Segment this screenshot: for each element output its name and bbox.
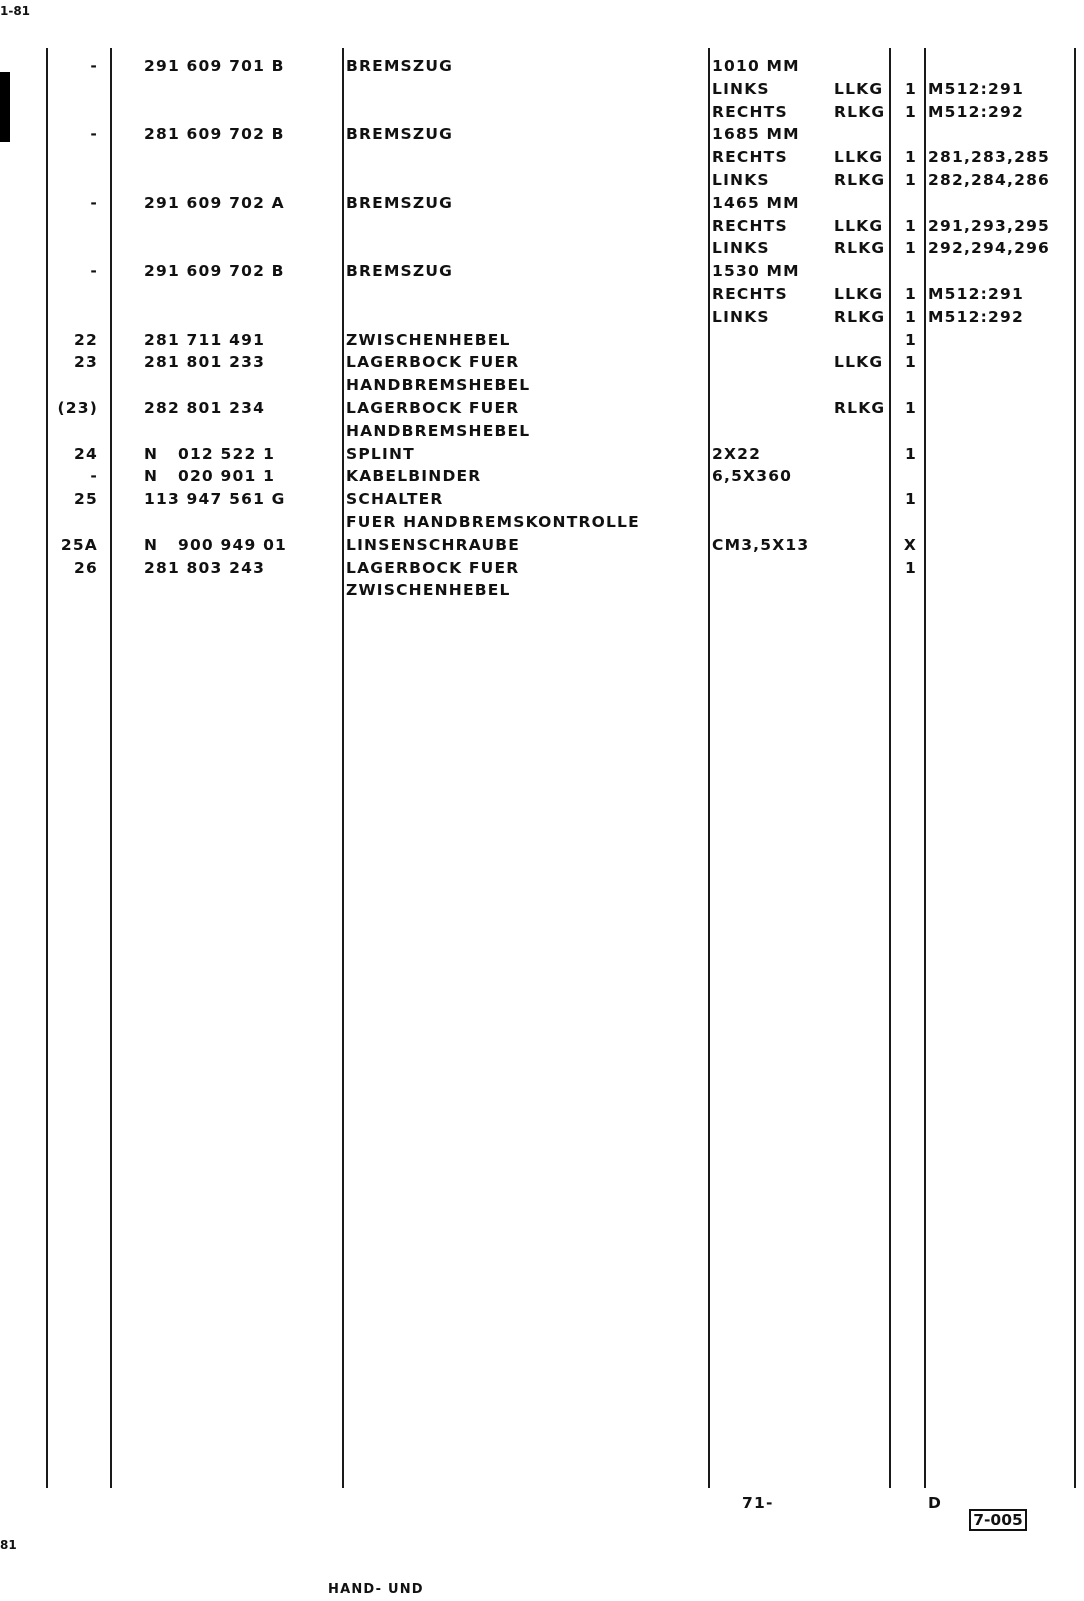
quantity-cell: 1	[905, 148, 917, 167]
quantity-cell: 1	[905, 79, 917, 98]
part-number-cell: 282 801 234	[144, 399, 266, 417]
table-row	[0, 192, 1084, 215]
quantity-cell: 1	[905, 171, 917, 189]
part-number-cell: 281 801 233	[144, 353, 266, 372]
part-number-cell: N 012 522 1	[144, 444, 276, 463]
position-cell: 24	[74, 444, 98, 463]
quantity-cell: 1	[905, 216, 917, 235]
quantity-cell: 1	[905, 285, 917, 303]
table-row	[0, 215, 1084, 238]
spec-cell: 1465 MM	[712, 193, 800, 212]
remark-cell: 282,284,286	[928, 171, 1051, 189]
description-cell: BREMSZUG	[346, 125, 454, 144]
description-cell: HANDBREMSHEBEL	[346, 376, 531, 395]
spec-cell: RECHTS	[712, 148, 788, 167]
quantity-cell: 1	[905, 330, 917, 349]
description-cell: FUER HANDBREMSKONTROLLE	[346, 513, 640, 531]
position-cell: -	[90, 467, 98, 486]
position-cell: 23	[74, 353, 98, 372]
section-caption: HAND- UND	[328, 1582, 424, 1597]
quantity-cell: 1	[905, 444, 917, 463]
spec-cell: LINKS	[712, 171, 770, 189]
description-cell: BREMSZUG	[346, 193, 454, 212]
position-cell: -	[90, 57, 98, 75]
side-cell: LLKG	[834, 216, 884, 235]
table-row	[0, 397, 1084, 420]
table-row	[0, 465, 1084, 488]
position-cell: -	[90, 193, 98, 212]
table-row	[0, 579, 1084, 602]
side-cell: RLKG	[834, 307, 886, 326]
side-cell: RLKG	[834, 399, 886, 417]
position-cell: (23)	[57, 399, 98, 417]
table-row	[0, 55, 1084, 78]
spec-cell: RECHTS	[712, 216, 788, 235]
spec-cell: 2X22	[712, 444, 762, 463]
side-cell: RLKG	[834, 239, 886, 258]
quantity-cell: 1	[905, 102, 917, 121]
description-cell: ZWISCHENHEBEL	[346, 330, 511, 349]
table-row	[0, 78, 1084, 101]
corner-label-bottom: 81	[0, 1538, 17, 1552]
side-cell: LLKG	[834, 79, 884, 98]
position-cell: -	[90, 262, 98, 281]
section-code: 7-005	[969, 1509, 1027, 1531]
remark-cell: M512:291	[928, 285, 1024, 303]
part-number-cell: 281 711 491	[144, 330, 266, 349]
part-number-cell: 291 609 701 B	[144, 57, 285, 75]
table-row	[0, 123, 1084, 146]
table-row	[0, 237, 1084, 260]
description-cell: LINSENSCHRAUBE	[346, 535, 521, 554]
description-cell: SPLINT	[346, 444, 415, 463]
description-cell: KABELBINDER	[346, 467, 482, 486]
part-number-cell: 281 803 243	[144, 558, 266, 577]
table-row	[0, 511, 1084, 534]
side-cell: LLKG	[834, 285, 884, 303]
description-cell: SCHALTER	[346, 490, 444, 509]
part-number-cell: N 020 901 1	[144, 467, 276, 486]
table-row	[0, 557, 1084, 580]
quantity-cell: 1	[905, 239, 917, 258]
table-row	[0, 443, 1084, 466]
description-cell: ZWISCHENHEBEL	[346, 581, 511, 600]
side-cell: RLKG	[834, 171, 886, 189]
description-cell: HANDBREMSHEBEL	[346, 421, 531, 440]
spec-cell: 1530 MM	[712, 262, 800, 281]
spec-cell: LINKS	[712, 239, 770, 258]
remark-cell: 292,294,296	[928, 239, 1051, 258]
description-cell: LAGERBOCK FUER	[346, 558, 520, 577]
position-cell: 26	[74, 558, 98, 577]
table-row	[0, 260, 1084, 283]
section-code-box	[956, 1492, 1027, 1530]
page-number: 71-	[742, 1494, 774, 1512]
remark-cell: 281,283,285	[928, 148, 1051, 167]
spec-cell: LINKS	[712, 307, 770, 326]
table-row	[0, 283, 1084, 306]
quantity-cell: 1	[905, 490, 917, 509]
quantity-cell: 1	[905, 307, 917, 326]
table-row	[0, 374, 1084, 397]
position-cell: 22	[74, 330, 98, 349]
position-cell: -	[90, 125, 98, 144]
description-cell: LAGERBOCK FUER	[346, 353, 520, 372]
table-row	[0, 101, 1084, 124]
spec-cell: RECHTS	[712, 285, 788, 303]
side-cell: LLKG	[834, 353, 884, 372]
description-cell: BREMSZUG	[346, 57, 454, 75]
remark-cell: M512:292	[928, 307, 1024, 326]
spec-cell: RECHTS	[712, 102, 788, 121]
position-cell: 25A	[60, 535, 98, 554]
table-row	[0, 351, 1084, 374]
table-row	[0, 146, 1084, 169]
part-number-cell: 291 609 702 A	[144, 193, 285, 212]
table-row	[0, 420, 1084, 443]
quantity-cell: 1	[905, 353, 917, 372]
corner-label-top: 1-81	[0, 4, 31, 18]
spec-cell: LINKS	[712, 79, 770, 98]
table-row	[0, 329, 1084, 352]
remark-cell: 291,293,295	[928, 216, 1051, 235]
quantity-cell: X	[903, 535, 917, 554]
spec-cell: CM3,5X13	[712, 535, 810, 554]
remark-cell: M512:291	[928, 79, 1024, 98]
table-row	[0, 306, 1084, 329]
side-cell: LLKG	[834, 148, 884, 167]
part-number-cell: 291 609 702 B	[144, 262, 285, 281]
position-cell: 25	[74, 490, 98, 509]
description-cell: LAGERBOCK FUER	[346, 399, 520, 417]
quantity-cell: 1	[905, 399, 917, 417]
table-row	[0, 534, 1084, 557]
side-cell: RLKG	[834, 102, 886, 121]
part-number-cell: 281 609 702 B	[144, 125, 285, 144]
description-cell: BREMSZUG	[346, 262, 454, 281]
quantity-cell: 1	[905, 558, 917, 577]
part-number-cell: N 900 949 01	[144, 535, 288, 554]
spec-cell: 1685 MM	[712, 125, 800, 144]
remark-cell: M512:292	[928, 102, 1024, 121]
spec-cell: 6,5X360	[712, 467, 793, 486]
language-code: D	[928, 1494, 943, 1512]
spec-cell: 1010 MM	[712, 57, 800, 75]
table-row	[0, 169, 1084, 192]
table-row	[0, 488, 1084, 511]
part-number-cell: 113 947 561 G	[144, 490, 286, 509]
